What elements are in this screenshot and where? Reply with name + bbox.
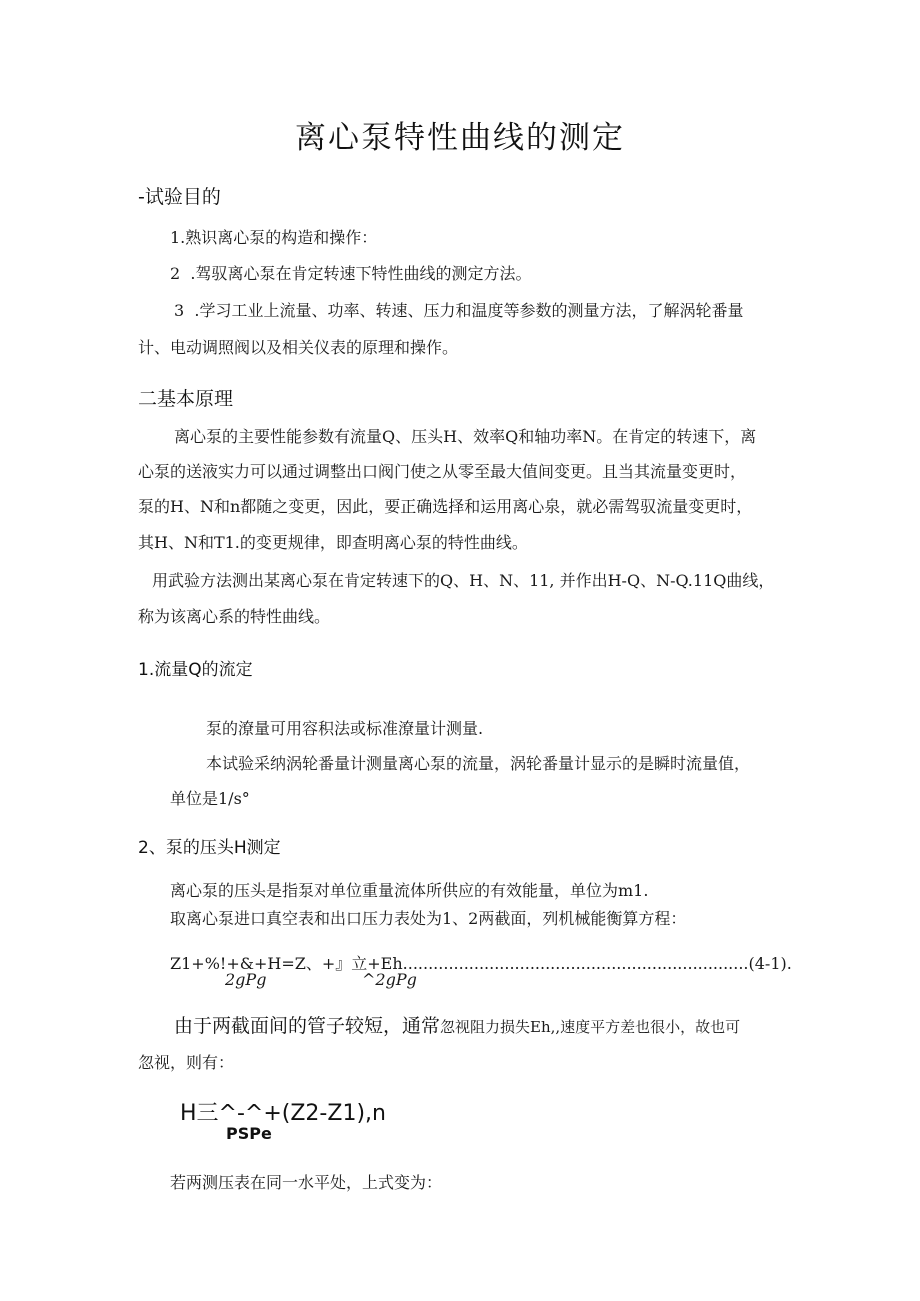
head-line-2: 取离心泵进口真空表和出口压力表处为1、2两截面，列机械能衡算方程： <box>170 909 687 928</box>
principle-para-1-line-4: 其H、N和T1.的变更规律，即查明离心泵的特性曲线。 <box>138 533 528 552</box>
equation-4-1-subscript-b: ^2gPg <box>362 970 417 989</box>
equation-4-1-subscript-a: 2gPg <box>225 970 267 989</box>
section-heading-purpose: -试验目的 <box>138 186 221 208</box>
equation-head: H三^-^+(Z2-Z1),n <box>180 1101 386 1126</box>
section-heading-principle: 二基本原理 <box>138 388 234 410</box>
head-paragraph-emphasis: 由于两截面间的管子较短，通常 <box>174 1015 441 1037</box>
purpose-item-3-line-2: 计、电动调照阀以及相关仪表的原理和操作。 <box>138 338 459 357</box>
purpose-item-3-line-1: 3 .学习工业上流量、功率、转速、压力和温度等参数的测量方法，了解涡轮番量 <box>174 301 744 320</box>
principle-para-2-line-2: 称为该离心系的特性曲线。 <box>138 607 331 626</box>
subsection-heading-head: 2、泵的压头H测定 <box>138 838 281 858</box>
subsection-heading-flow: 1.流量Q的流定 <box>138 660 253 680</box>
flow-line-2: 本试验采纳涡轮番量计测量离心泵的流量，涡轮番量计显示的是瞬时流量值， <box>206 754 751 773</box>
head-paragraph-line-2: 忽视，则有： <box>138 1053 235 1072</box>
principle-para-1-line-2: 心泵的送液实力可以通过调整出口阀门使之从零至最大值间变更。且当其流量变更时， <box>138 462 747 481</box>
head-paragraph-line-1 <box>174 1011 740 1038</box>
principle-para-2-line-1: 用武验方法测出某离心泵在肯定转速下的Q、H、N、11, 并作出H-Q、N-Q.11Q曲线， <box>152 571 775 590</box>
equation-4-1: Z1+%!+&+H=Z、+』立+Eh....................................................................(4-1). <box>170 954 792 973</box>
purpose-item-1: 1.熟识离心泵的构造和操作： <box>170 228 378 247</box>
purpose-item-2: 2 .驾驭离心泵在肯定转速下特性曲线的测定方法。 <box>170 264 532 283</box>
principle-para-1-line-1: 离心泵的主要性能参数有流量Q、压头H、效率Q和轴功率N。在肯定的转速下，离 <box>174 427 757 446</box>
flow-line-1: 泵的潦量可用容积法或标准潦量计测量. <box>206 719 484 738</box>
head-line-1: 离心泵的压头是指泵对单位重量流体所供应的有效能量，单位为m1. <box>170 881 649 900</box>
head-paragraph-rest: 忽视阻力损失Eh,,速度平方差也很小，故也可 <box>440 1018 741 1036</box>
flow-line-3: 单位是1∕s° <box>170 789 250 808</box>
principle-para-1-line-3: 泵的H、N和n都随之变更，因此，要正确选择和运用离心泉，就必需驾驭流量变更时， <box>138 497 753 516</box>
head-last-line: 若两测压表在同一水平处，上式变为： <box>170 1173 443 1192</box>
equation-head-subscript: PSPe <box>226 1124 272 1143</box>
page-title: 离心泵特性曲线的测定 <box>295 120 625 156</box>
